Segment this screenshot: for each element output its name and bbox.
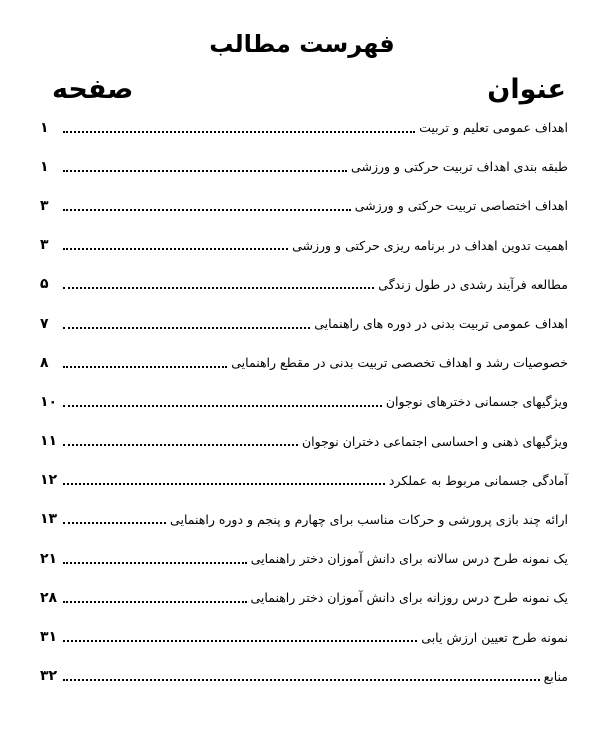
toc-entry-title: اهداف عمومی تعلیم و تربیت [419,120,568,136]
toc-entry-page-number: ۵ [40,276,49,293]
toc-entry-title: منابع [543,668,568,684]
toc-entry-page-number: ۳ [40,237,49,254]
toc-entry-title: ویژگیهای جسمانی دخترهای نوجوان [385,394,568,410]
toc-entry[interactable] [40,500,568,539]
toc-entry-title: خصوصیات رشد و اهداف تخصصی تربیت بدنی در مقطع راهنمایی [231,355,568,371]
toc-entry-page-number: ۳۱ [40,629,58,646]
toc-entry[interactable] [40,226,568,265]
dot-leader [63,275,374,289]
toc-entry-title: مطالعه فرآیند رشدی در طول زندگی [378,276,568,292]
toc-entry[interactable] [40,186,568,225]
toc-entry-title: اهداف عمومی تربیت بدنی در دوره های راهنمایی [314,316,568,332]
toc-entry[interactable] [40,304,568,343]
dot-leader [63,510,166,524]
toc-entry[interactable] [40,265,568,304]
toc-entry-title: اهمیت تدوین اهداف در برنامه ریزی حرکتی و ورزشی [292,237,568,253]
toc-entry-title: طبقه بندی اهداف تربیت حرکتی و ورزشی [351,159,568,175]
toc-entry[interactable] [40,108,568,147]
dot-leader [63,315,310,329]
toc-entry-title: آمادگی جسمانی مربوط به عملکرد [388,472,568,488]
toc-entry-title: یک نمونه طرح درس روزانه برای دانش آموزان دختر راهنمایی [250,590,568,606]
toc-entry-page-number: ۱ [40,158,49,175]
dot-leader [63,158,347,172]
toc-entry[interactable] [40,343,568,382]
toc-entry[interactable] [40,617,568,656]
dot-leader [63,550,247,564]
toc-entry[interactable] [40,657,568,696]
toc-entry[interactable] [40,382,568,421]
dot-leader [63,236,288,250]
toc-entry[interactable] [40,147,568,186]
toc-entry-page-number: ۱۲ [40,472,58,489]
toc-entry-page-number: ۱ [40,119,49,136]
toc-entry-page-number: ۱۱ [40,433,58,450]
toc-entry-page-number: ۷ [40,315,49,332]
dot-leader [63,119,415,133]
toc-entry-page-number: ۲۸ [40,589,58,606]
page-column-header: صفحه [52,74,134,105]
toc-entry[interactable] [40,461,568,500]
dot-leader [63,589,247,603]
page-title: فهرست مطالب [209,30,395,58]
toc-entry-page-number: ۸ [40,354,49,371]
dot-leader [63,197,351,211]
toc-entry-title: نمونه طرح تعیین ارزش یابی [421,629,568,645]
toc-entry-page-number: ۱۰ [40,393,58,410]
toc-entry-page-number: ۲۱ [40,550,58,567]
toc-entry-title: اهداف اختصاصی تربیت حرکتی و ورزشی [354,198,568,214]
toc-entry-page-number: ۳ [40,197,49,214]
dot-leader [63,628,417,642]
toc-entry-title: ارائه چند بازی پرورشی و حرکات مناسب برای چهارم و پنجم و دوره راهنمایی [170,511,568,527]
toc-entry-title: یک نمونه طرح درس سالانه برای دانش آموزان دختر راهنمایی [250,551,568,567]
toc-entry-title: ویژگیهای ذهنی و احساسی اجتماعی دختران نوجوان [301,433,568,449]
dot-leader [63,471,385,485]
toc-entry[interactable] [40,539,568,578]
dot-leader [63,354,227,368]
toc-entry[interactable] [40,422,568,461]
toc-entry[interactable] [40,578,568,617]
toc-entry-page-number: ۳۲ [40,668,58,685]
title-column-header: عنوان [487,74,566,105]
dot-leader [63,393,382,407]
toc-list [40,108,568,696]
dot-leader [63,432,298,446]
toc-entry-page-number: ۱۳ [40,511,58,528]
dot-leader [63,667,540,681]
